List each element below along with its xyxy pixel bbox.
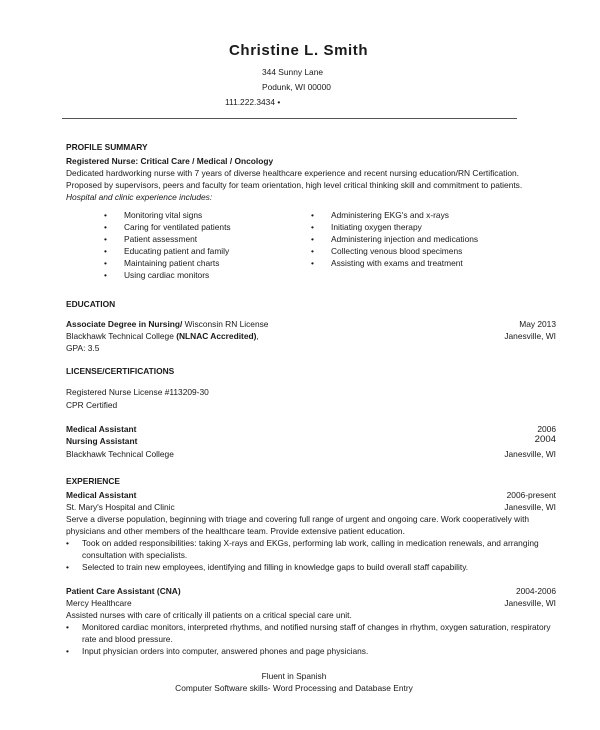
- header-divider: [62, 118, 517, 119]
- job1-role: Medical Assistant: [66, 490, 137, 500]
- experience-section-title: EXPERIENCE: [66, 476, 120, 486]
- job2-dates: 2004-2006: [515, 586, 556, 596]
- job2-location: Janesville, WI: [504, 598, 556, 608]
- medical-assistant-cert: Medical Assistant: [66, 424, 137, 434]
- medical-assistant-year: 2006: [537, 424, 556, 434]
- education-section-title: EDUCATION: [66, 299, 116, 309]
- experience-includes-label: Hospital and clinic experience includes:: [66, 192, 213, 202]
- school-line: Blackhawk Technical College (NLNAC Accredited),: [66, 331, 259, 341]
- cpr-certification: CPR Certified: [66, 400, 118, 410]
- degree-line: [66, 318, 268, 330]
- license-section-title: LICENSE/CERTIFICATIONS: [66, 366, 175, 376]
- job1-employer: St. Mary's Hospital and Clinic: [66, 502, 175, 512]
- phone-number: 111.222.3434 •: [225, 97, 281, 107]
- software-skill: Computer Software skills- Word Processing and Database Entry: [175, 683, 413, 693]
- school-accreditation: (NLNAC Accredited): [176, 331, 257, 341]
- cert-location: Janesville, WI: [504, 449, 556, 459]
- degree-license: Wisconsin RN License: [182, 319, 269, 329]
- job1-summary: Serve a diverse population, beginning with triage and covering full range of urgent and ongoing care. Work cooperatively with physicians and other members of the healthcare team. Provide extensive patient education.: [66, 514, 530, 536]
- job2-employer: Mercy Healthcare: [66, 598, 132, 608]
- profile-section-title: PROFILE SUMMARY: [66, 142, 148, 152]
- job2-summary: Assisted nurses with care of critically ill patients on a critical special care unit.: [66, 610, 352, 620]
- rn-license: Registered Nurse License #113209-30: [66, 387, 209, 397]
- nursing-assistant-year: 2004: [534, 434, 556, 445]
- language-skill: Fluent in Spanish: [261, 671, 327, 681]
- school-name: Blackhawk Technical College: [66, 331, 177, 341]
- cert-school: Blackhawk Technical College: [66, 449, 174, 459]
- job2-role: Patient Care Assistant (CNA): [66, 586, 181, 596]
- degree-name: Associate Degree in Nursing/: [66, 319, 183, 329]
- profile-subtitle: Registered Nurse: Critical Care / Medical / Oncology: [66, 156, 274, 166]
- profile-summary: Dedicated hardworking nurse with 7 years of diverse healthcare experience and recent nursing education/RN Certification. Proposed by supervisors, peers and faculty for team orientation, high level critical thinking skill and commitment to patients.: [66, 168, 523, 190]
- resume-name: Christine L. Smith: [229, 42, 369, 59]
- nursing-assistant-cert: Nursing Assistant: [66, 436, 138, 446]
- job1-location: Janesville, WI: [504, 502, 556, 512]
- gpa: GPA: 3.5: [66, 343, 100, 353]
- address-city: Podunk, WI 00000: [262, 82, 331, 92]
- address-street: 344 Sunny Lane: [262, 67, 324, 77]
- degree-date: May 2013: [519, 319, 556, 329]
- job1-dates: 2006-present: [506, 490, 556, 500]
- school-location: Janesville, WI: [504, 331, 556, 341]
